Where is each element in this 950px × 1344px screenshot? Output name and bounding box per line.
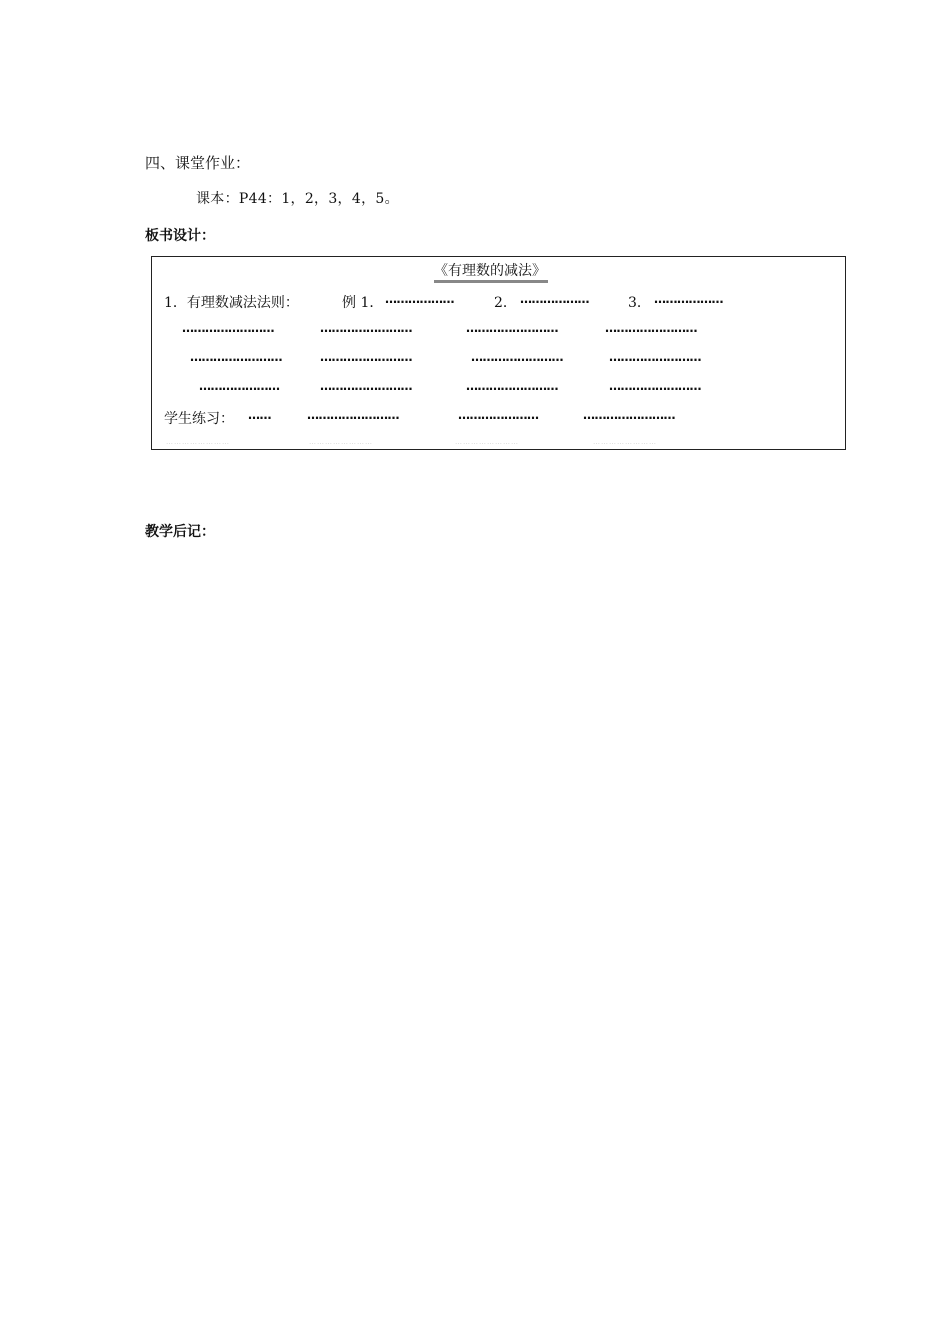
dotted-line: …………………… [466, 379, 558, 393]
dotted-line: …………………… [605, 321, 697, 335]
faint-dotted-line: …………………… [593, 438, 657, 446]
dotted-line: …… [248, 408, 271, 422]
faint-dotted-line: …………………… [166, 438, 230, 446]
dotted-line: …………………… [609, 379, 701, 393]
example-1-label: 例 1． [342, 295, 384, 311]
example-3-label: 3． [628, 295, 651, 311]
dotted-line: …………………… [466, 321, 558, 335]
homework-assignment: 课本：P44：1，2，3，4，5。 [196, 191, 399, 207]
faint-dotted-line: …………………… [455, 438, 519, 446]
board-title: 《有理数的减法》 [434, 262, 548, 283]
dotted-line: …………………… [471, 350, 563, 364]
dotted-line: …………………… [609, 350, 701, 364]
example-3-dots: ……………… [654, 292, 723, 306]
dotted-line: ………………… [458, 408, 539, 422]
faint-dotted-line: …………………… [309, 438, 373, 446]
example-2-dots: ……………… [520, 292, 589, 306]
teaching-notes-heading: 教学后记： [145, 524, 215, 540]
dotted-line: …………………… [182, 321, 274, 335]
dotted-line: …………………… [307, 408, 399, 422]
dotted-line: ………………… [199, 379, 280, 393]
student-practice-label: 学生练习： [164, 411, 234, 427]
dotted-line: …………………… [320, 379, 412, 393]
example-2-label: 2． [494, 295, 517, 311]
dotted-line: …………………… [583, 408, 675, 422]
dotted-line: …………………… [190, 350, 282, 364]
board-design-heading: 板书设计： [145, 228, 215, 244]
section-four-heading: 四、课堂作业： [145, 154, 251, 172]
board-design-box [151, 256, 846, 450]
subtraction-rule-label: 1．有理数减法法则： [164, 295, 299, 311]
example-1-dots: ……………… [385, 292, 454, 306]
dotted-line: …………………… [320, 350, 412, 364]
dotted-line: …………………… [320, 321, 412, 335]
